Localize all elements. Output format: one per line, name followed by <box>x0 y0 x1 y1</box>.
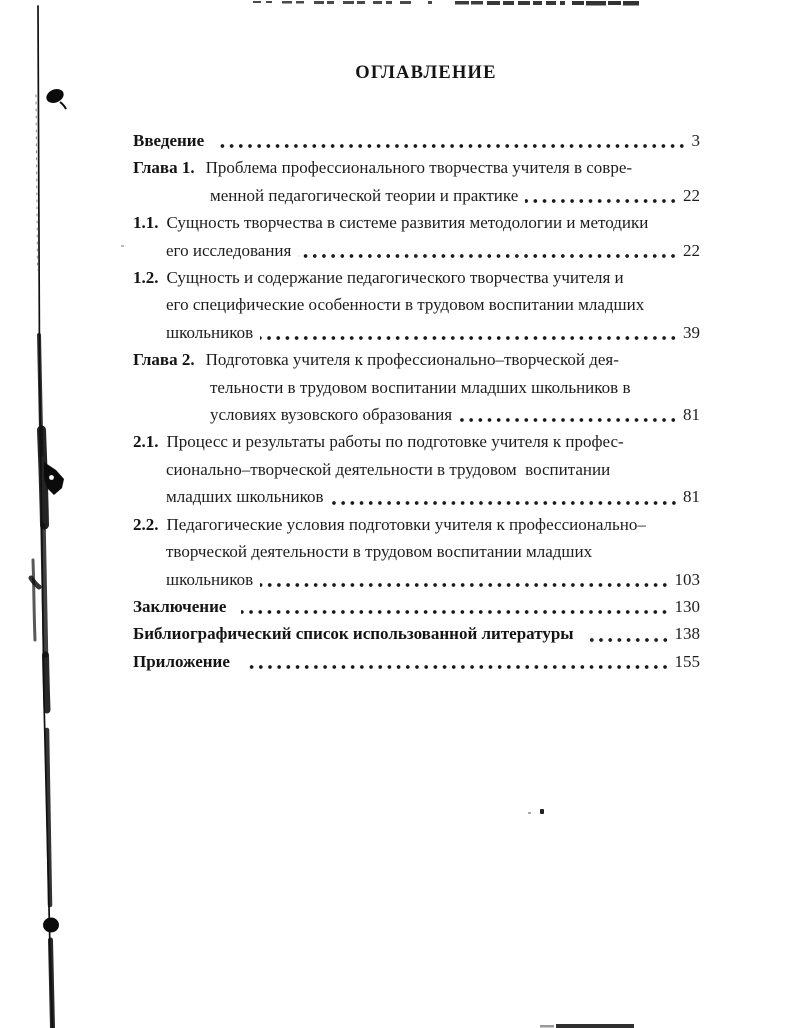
toc-line <box>133 291 700 318</box>
page-number: 22 <box>683 185 700 205</box>
toc-line <box>133 483 700 510</box>
page-number: 3 <box>691 131 700 150</box>
toc-entry <box>133 127 700 154</box>
page-number: 138 <box>674 624 700 644</box>
page-number: 103 <box>674 569 700 589</box>
toc-line-text: творческой деятельности в трудовом воспитании младших <box>166 542 593 562</box>
toc-entry-prefix: Заключение <box>133 596 227 616</box>
toc-line-text: школьников <box>166 569 254 589</box>
toc-line-text: Проблема профессионального творчества учителя в совре- <box>205 158 633 178</box>
toc-line <box>133 182 700 209</box>
toc-line <box>133 620 700 647</box>
toc-line <box>133 648 700 675</box>
toc-entry-prefix: Введение <box>133 131 205 150</box>
toc-line-text: Сущность и содержание педагогического творчества учителя и <box>166 268 624 288</box>
toc-entry <box>133 648 700 675</box>
toc-entry-prefix: 2.1. <box>133 432 159 452</box>
ink-blobs <box>43 86 66 932</box>
toc-entry-prefix: 2.2. <box>133 514 159 534</box>
leader-dots <box>217 127 688 154</box>
toc-line <box>133 511 700 538</box>
toc-line-text: Педагогические условия подготовки учителя к профессионально– <box>166 514 646 534</box>
toc-line-text: его специфические особенности в трудовом воспитании младших <box>166 295 645 315</box>
page-number: 81 <box>683 405 700 425</box>
toc-line-text: менной педагогической теории и практике <box>210 185 519 205</box>
top-edge-dashes <box>253 1 639 6</box>
toc-line-text: Сущность творчества в системе развития методологии и методики <box>166 213 649 233</box>
toc-line-text: школьников <box>166 322 254 342</box>
leader-dots <box>258 566 671 593</box>
toc-entry-prefix: Глава 1. <box>133 158 195 178</box>
toc-entry-prefix: Глава 2. <box>133 350 195 370</box>
bottom-edge-dash <box>540 1024 634 1028</box>
toc-entry <box>133 593 700 620</box>
leader-dots <box>296 237 680 264</box>
toc-line <box>133 374 700 401</box>
toc-line-text: условиях вузовского образования <box>210 405 453 425</box>
toc-line-text: Процесс и результаты работы по подготовке учителя к профес- <box>166 432 624 452</box>
toc-entry <box>133 428 700 510</box>
toc-entry <box>133 154 700 209</box>
page-title: ОГЛАВЛЕНИЕ <box>355 63 497 83</box>
toc-entry <box>133 264 700 346</box>
toc-line <box>133 566 700 593</box>
page-number: 130 <box>674 596 700 616</box>
toc-line <box>133 154 700 181</box>
toc-entry <box>133 620 700 647</box>
toc-line <box>133 401 700 428</box>
toc-line <box>133 319 700 346</box>
toc-line <box>133 538 700 565</box>
toc-entry-prefix: 1.1. <box>133 213 159 233</box>
toc-content <box>133 63 700 675</box>
toc-line <box>133 237 700 264</box>
toc-line-text: его исследования <box>166 240 292 260</box>
toc-line <box>133 209 700 236</box>
leader-dots <box>243 648 672 675</box>
toc-line-text: тельности в трудовом воспитании младших школьников в <box>210 377 631 397</box>
page-number: 39 <box>683 322 700 342</box>
leader-dots <box>457 401 680 428</box>
leader-dots <box>258 319 680 346</box>
page-number: 155 <box>674 651 700 671</box>
toc-entry-prefix: Приложение <box>133 651 230 671</box>
page-number: 22 <box>683 240 700 260</box>
leader-dots <box>587 620 672 647</box>
toc-list <box>133 127 700 675</box>
toc-entry-prefix: 1.2. <box>133 268 159 288</box>
leader-dots <box>239 593 671 620</box>
toc-line <box>133 264 700 291</box>
toc-line-text: Подготовка учителя к профессионально–творческой дея- <box>205 350 619 370</box>
toc-entry <box>133 209 700 264</box>
toc-line-text: младших школьников <box>166 487 324 507</box>
toc-line <box>133 346 700 373</box>
toc-line <box>133 127 700 154</box>
leader-dots <box>523 182 680 209</box>
toc-entry-prefix: Библиографический список использованной литературы <box>133 624 574 644</box>
toc-entry <box>133 511 700 593</box>
leader-dots <box>329 483 681 510</box>
toc-line <box>133 593 700 620</box>
toc-line <box>133 428 700 455</box>
toc-entry <box>133 346 700 428</box>
binding-edge-artifact <box>31 6 53 1028</box>
toc-line <box>133 456 700 483</box>
page-number: 81 <box>683 487 700 507</box>
toc-line-text: сионально–творческой деятельности в трудовом воспитании <box>166 459 611 479</box>
